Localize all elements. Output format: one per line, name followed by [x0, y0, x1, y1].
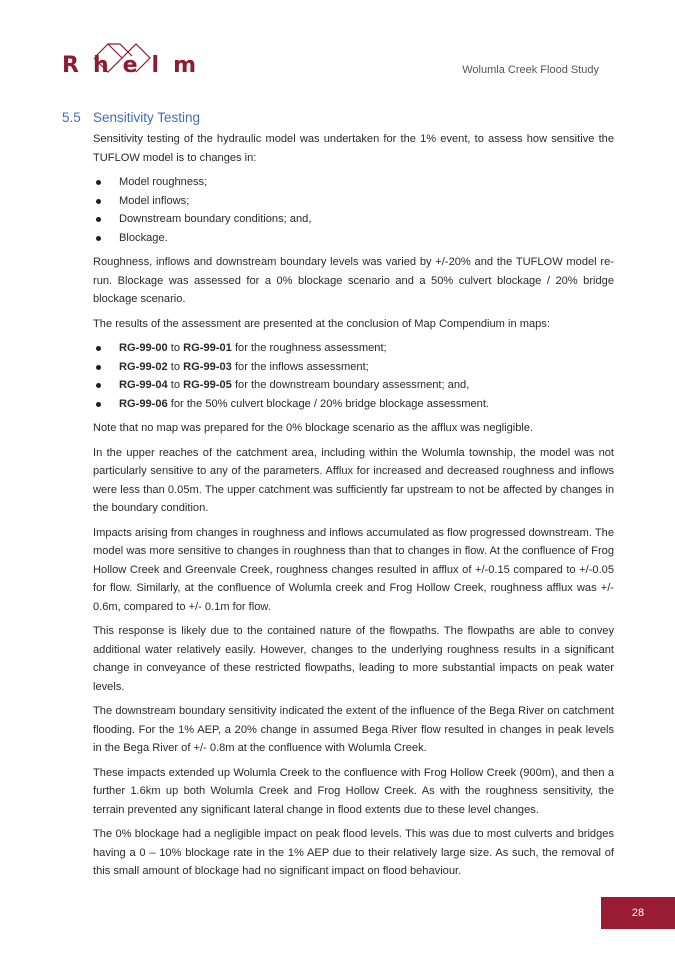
document-title: Wolumla Creek Flood Study	[462, 64, 599, 76]
variation-paragraph: Roughness, inflows and downstream boundary levels was varied by +/-20% and the TUFLOW model re-run. Blockage was assessed for a 0% blockage scenario and a 50% culvert blockage / 20% bridge blockage scenario.	[93, 256, 614, 305]
map-id: RG-99-05	[183, 379, 232, 391]
map-id: RG-99-06	[119, 397, 168, 410]
map-join: to	[167, 342, 184, 354]
logo-letter: R	[62, 53, 79, 78]
map-description: for the roughness assessment;	[231, 342, 387, 354]
list-item	[93, 339, 614, 358]
bullet-icon	[96, 383, 101, 388]
list-item	[93, 173, 614, 192]
logo-letter: h	[92, 53, 109, 78]
section-body	[93, 130, 614, 887]
parameter-list	[93, 173, 614, 247]
results-paragraph: The results of the assessment are presented at the conclusion of Map Compendium in maps:	[93, 317, 550, 330]
logo-letter: m	[173, 53, 197, 78]
bullet-icon	[96, 365, 101, 370]
map-list	[93, 339, 614, 413]
list-item-text: Model inflows;	[119, 194, 190, 207]
body-paragraph: In the upper reaches of the catchment area, including within the Wolumla township, the model was not particularly sensitive to any of the parameters. Afflux for increased and decreased roughness and inflows were less than 0.05m. The upper catchment was sufficiently far upstream to not be affected by changes in the boundary condition.	[93, 446, 614, 514]
map-id: RG-99-01	[183, 342, 232, 354]
list-item	[93, 358, 614, 377]
section-number: 5.5	[62, 110, 81, 125]
body-paragraph: The downstream boundary sensitivity indicated the extent of the influence of the Bega River on catchment flooding. For the 1% AEP, a 20% change in assumed Bega River flow resulted in changes in peak levels in the Bega River of +/- 0.8m at the confluence with Wolumla Creek.	[93, 705, 614, 754]
page-number: 28	[631, 907, 645, 919]
map-join: to	[167, 360, 184, 373]
body-paragraph: Impacts arising from changes in roughness and inflows accumulated as flow progressed downstream. The model was more sensitive to changes in roughness than that to changes in flow. At the confluence of Frog Hollow Creek and Greenvale Creek, roughness changes resulted in afflux of +/-0.15 compared to +/-0.05 for flow. Similarly, at the confluence of Wolumla creek and Frog Hollow Creek, roughness afflux was +/- 0.6m, compared to +/- 0.1m for flow.	[93, 526, 614, 613]
bullet-icon	[96, 217, 101, 222]
list-item-text: Model roughness;	[119, 176, 208, 188]
logo-letter: e	[122, 53, 138, 78]
list-item	[93, 395, 614, 414]
list-item	[93, 229, 614, 248]
bullet-icon	[96, 346, 101, 351]
rhelm-logo	[62, 38, 197, 80]
list-item	[93, 192, 614, 211]
logo-letter: l	[151, 53, 160, 78]
map-description: for the downstream boundary assessment; and,	[231, 379, 470, 391]
map-description: for the inflows assessment;	[231, 360, 369, 373]
bullet-icon	[96, 402, 101, 407]
map-id: RG-99-02	[119, 360, 168, 373]
body-paragraph: Note that no map was prepared for the 0% blockage scenario as the afflux was negligible.	[93, 422, 534, 434]
map-id: RG-99-03	[183, 360, 232, 373]
list-item	[93, 376, 614, 395]
bullet-icon	[96, 180, 101, 185]
map-id: RG-99-04	[119, 379, 168, 391]
body-paragraph: These impacts extended up Wolumla Creek to the confluence with Frog Hollow Creek (900m), and then a further 1.6km up both Wolumla Creek and Frog Hollow Creek. As with the roughness sensitivity, the terrain prevented any significant lateral change in flood extents due to these level changes.	[93, 766, 614, 816]
list-item-text: Blockage.	[119, 231, 168, 244]
bullet-icon	[96, 199, 101, 204]
body-paragraph: The 0% blockage had a negligible impact on peak flood levels. This was due to most culverts and bridges having a 0 – 10% blockage rate in the 1% AEP due to their relatively large size. As such, the removal of this small amount of blockage had no significant impact on flood behaviour.	[93, 828, 614, 877]
bullet-icon	[96, 236, 101, 241]
page-number-badge	[601, 897, 675, 929]
section-title: Sensitivity Testing	[93, 110, 201, 125]
map-join: to	[167, 379, 184, 391]
section-heading	[62, 110, 200, 125]
logo-letters	[62, 53, 196, 78]
list-item-text: Downstream boundary conditions; and,	[119, 213, 312, 225]
map-description: for the 50% culvert blockage / 20% bridge blockage assessment.	[167, 397, 489, 410]
list-item	[93, 210, 614, 229]
body-paragraph: This response is likely due to the contained nature of the flowpaths. The flowpaths are able to convey additional water relatively easily. However, changes to the underlying roughness results in a significant change in conveyance of these restricted flowpaths, leading to more substantial impacts on peak water levels.	[93, 625, 614, 693]
intro-paragraph: Sensitivity testing of the hydraulic model was undertaken for the 1% event, to assess how sensitive the TUFLOW model is to changes in:	[93, 133, 614, 164]
map-id: RG-99-00	[119, 342, 168, 354]
